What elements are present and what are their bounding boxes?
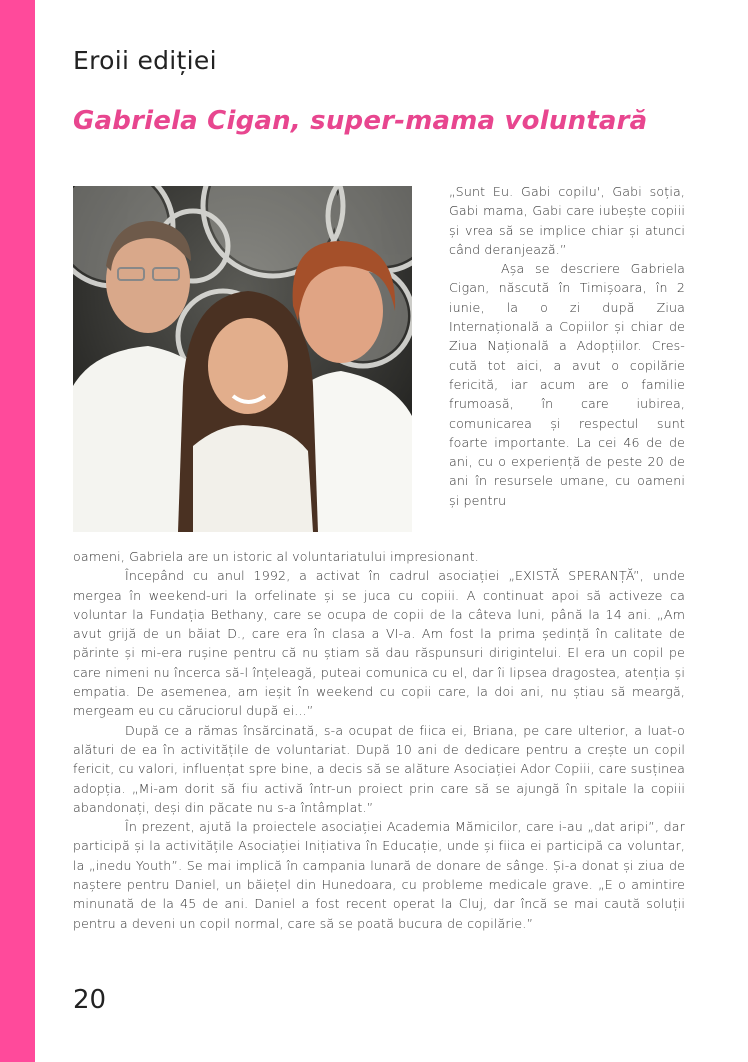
opening-quote: „Sunt Eu. Gabi copilu', Gabi soția, Gabi mama, Gabi care iubește copiii și vrea să se implice chiar și atunci când deranjează.” xyxy=(449,184,685,257)
intro-continuation: oameni, Gabriela are un istoric al voluntariatului impresionant. xyxy=(73,549,479,564)
accent-sidebar-bar xyxy=(0,0,35,1062)
side-column xyxy=(449,182,685,510)
paragraph-present: În prezent, ajută la proiectele asociației Academia Mămicilor, care i-au „dat aripi”, dar participă și la activitățile Asociației Inițiativa în Educație, unde și fiica ei participă ca voluntar, la „inedu Youth”. Se mai implică în campania lunară de donare de sânge. Și-a donat și ziua de naștere pentru Daniel, un băiețel din Hunedoara, cu probleme medicale grave. „E o amintire minunată de la 45 de ani. Daniel a fost recent operat la Cluj, dar încă se mai caută soluții pentru a deveni un copil normal, care să se poată bucura de copilărie.” xyxy=(73,819,685,931)
family-photo xyxy=(73,186,412,532)
paragraph-daughter: După ce a rămas însărcinată, s-a ocupat de fiica ei, Briana, pe care ulterior, a luat-o alături de ea în activitățile de voluntariat. După 10 ani de dedicare pentru a crește un copil fericit, cu valori, influențat spre bine, a decis să se alăture Asociației Ador Copiii, care susținea adopția. „Mi-am dorit să fiu activă într-un proiect prin care să se ajungă în spitale la copiii abandonați, deși din păcate nu s-a întâmplat.” xyxy=(73,722,685,815)
paragraph-volunteer-history: Începând cu anul 1992, a activat în cadrul asociației „EXISTĂ SPERANȚĂ”, unde mergea în weekend-uri la orfelinate și se juca cu copiii. A continuat apoi să activeze ca voluntar la Fundația Bethany, care se ocupa de copii de la câteva luni, până la 14 ani. „Am avut grijă de un băiat D., care era în clasa a VI-a. Am fost la prima ședință în calitate de părinte și mi-era rușine pentru că nu știam să dau răspunsuri dirigintelui. El era un copil pe care nimeni nu încerca să-l înțeleagă, puteai comunica cu el, dar îi lipsea dragostea, atenția și empatia. De asemenea, am ieșit în weekend cu copii care, la doi ani, nu știau să meargă, mergeam eu cu căruciorul după ei...” xyxy=(73,568,685,719)
main-column xyxy=(73,547,685,933)
intro-paragraph: Așa se descriere Gabriela Cigan, născută în Timișoara, în 2 iunie, la o zi după Ziua Internațională a Copiilor și chiar de Ziua Națională a Adopțiilor. Cres-cută tot aici, a avut o copilărie fericită, iar acum are o familie frumoasă, în care iubirea, comunicarea și respectul sunt foarte importante. La cei 46 de de ani, cu o experiență de peste 20 de ani în resursele umane, cu oameni și pentru xyxy=(449,261,685,508)
photo-illustration xyxy=(73,186,412,532)
article-title: Gabriela Cigan, super-mama voluntară xyxy=(73,106,648,136)
section-title: Eroii ediției xyxy=(73,46,217,75)
page-number: 20 xyxy=(73,985,107,1015)
